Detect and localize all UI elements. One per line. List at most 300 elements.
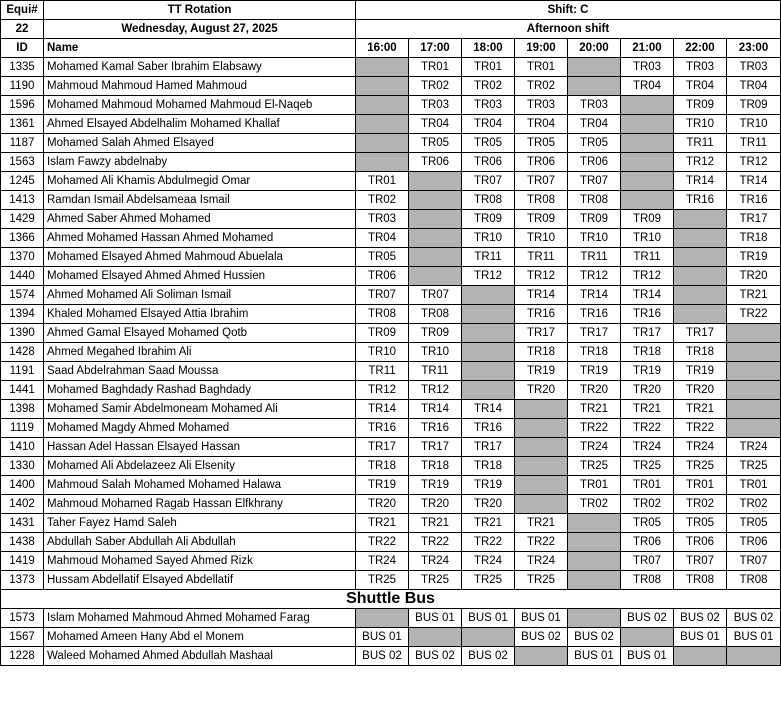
employee-id: 1366 [1,229,44,248]
off-slot [356,153,409,172]
employee-id: 1440 [1,267,44,286]
employee-name: Abdullah Saber Abdullah Ali Abdullah [44,533,356,552]
assignment-cell: BUS 01 [356,628,409,647]
assignment-cell: TR11 [515,248,568,267]
off-slot [568,552,621,571]
table-row [1,571,781,590]
off-slot [462,286,515,305]
off-slot [621,134,674,153]
assignment-cell: TR24 [515,552,568,571]
table-row [1,495,781,514]
assignment-cell: TR19 [462,476,515,495]
assignment-cell: TR10 [727,115,781,134]
header-row-1 [1,1,781,20]
assignment-cell: BUS 01 [409,609,462,628]
assignment-cell: TR21 [568,400,621,419]
assignment-cell: TR01 [621,476,674,495]
name-column-header: Name [44,39,356,58]
employee-id: 1390 [1,324,44,343]
assignment-cell: TR01 [674,476,727,495]
assignment-cell: TR20 [621,381,674,400]
assignment-cell: TR08 [621,571,674,590]
assignment-cell: TR04 [727,77,781,96]
hour-header: 20:00 [568,39,621,58]
assignment-cell: BUS 01 [727,628,781,647]
employee-name: Mohamed Baghdady Rashad Baghdady [44,381,356,400]
assignment-cell: TR09 [568,210,621,229]
assignment-cell: BUS 01 [568,647,621,666]
assignment-cell: TR11 [409,362,462,381]
employee-id: 1567 [1,628,44,647]
employee-name: Mohamed Elsayed Ahmed Ahmed Hussien [44,267,356,286]
assignment-cell: TR16 [568,305,621,324]
assignment-cell: TR02 [568,495,621,514]
assignment-cell: TR16 [515,305,568,324]
assignment-cell: TR25 [727,457,781,476]
assignment-cell: TR17 [409,438,462,457]
assignment-cell: TR21 [674,400,727,419]
assignment-cell: TR08 [462,191,515,210]
table-row [1,134,781,153]
shuttle-row [1,609,781,628]
employee-id: 1431 [1,514,44,533]
shift-label: Shift: C [356,1,781,20]
assignment-cell: TR07 [568,172,621,191]
employee-id: 1400 [1,476,44,495]
off-slot [515,400,568,419]
shuttle-bus-title: Shuttle Bus [1,590,781,609]
employee-name: Ahmed Gamal Elsayed Mohamed Qotb [44,324,356,343]
table-row [1,267,781,286]
employee-name: Taher Fayez Hamd Saleh [44,514,356,533]
assignment-cell: BUS 02 [356,647,409,666]
assignment-cell: TR24 [727,438,781,457]
assignment-cell: TR07 [674,552,727,571]
assignment-cell: TR17 [462,438,515,457]
off-slot [568,77,621,96]
assignment-cell: TR25 [515,571,568,590]
assignment-cell: TR02 [621,495,674,514]
employee-name: Mahmoud Mohamed Sayed Ahmed Rizk [44,552,356,571]
header-row-2 [1,20,781,39]
assignment-cell: TR22 [409,533,462,552]
employee-name: Saad Abdelrahman Saad Moussa [44,362,356,381]
off-slot [515,457,568,476]
assignment-cell: TR05 [674,514,727,533]
hour-header: 19:00 [515,39,568,58]
off-slot [727,647,781,666]
assignment-cell: TR12 [356,381,409,400]
employee-id: 1187 [1,134,44,153]
off-slot [515,647,568,666]
assignment-cell: TR17 [356,438,409,457]
assignment-cell: TR11 [727,134,781,153]
employee-name: Mohamed Salah Ahmed Elsayed [44,134,356,153]
assignment-cell: TR14 [462,400,515,419]
employee-name: Islam Fawzy abdelnaby [44,153,356,172]
off-slot [727,419,781,438]
employee-id: 1413 [1,191,44,210]
assignment-cell: TR11 [568,248,621,267]
assignment-cell: TR03 [462,96,515,115]
employee-name: Mohamed Samir Abdelmoneam Mohamed Ali [44,400,356,419]
assignment-cell: TR18 [621,343,674,362]
shuttle-row [1,628,781,647]
assignment-cell: TR21 [727,286,781,305]
assignment-cell: TR04 [356,229,409,248]
assignment-cell: TR05 [568,134,621,153]
employee-id: 1438 [1,533,44,552]
assignment-cell: TR14 [674,172,727,191]
assignment-cell: TR16 [727,191,781,210]
assignment-cell: TR18 [568,343,621,362]
assignment-cell: TR25 [674,457,727,476]
assignment-cell: TR11 [462,248,515,267]
employee-id: 1441 [1,381,44,400]
assignment-cell: TR14 [409,400,462,419]
off-slot [356,96,409,115]
assignment-cell: TR14 [727,172,781,191]
table-row [1,381,781,400]
assignment-cell: TR10 [674,115,727,134]
assignment-cell: TR04 [568,115,621,134]
assignment-cell: TR21 [515,514,568,533]
assignment-cell: TR21 [462,514,515,533]
off-slot [727,343,781,362]
employee-id: 1563 [1,153,44,172]
assignment-cell: TR19 [568,362,621,381]
header-row-3 [1,39,781,58]
employee-id: 1398 [1,400,44,419]
off-slot [568,571,621,590]
assignment-cell: TR07 [356,286,409,305]
hour-header: 21:00 [621,39,674,58]
assignment-cell: TR06 [727,533,781,552]
assignment-cell: TR01 [356,172,409,191]
assignment-cell: TR16 [674,191,727,210]
assignment-cell: TR03 [568,96,621,115]
off-slot [409,191,462,210]
assignment-cell: TR18 [409,457,462,476]
table-row [1,343,781,362]
assignment-cell: TR09 [674,96,727,115]
off-slot [462,381,515,400]
employee-name: Mahmoud Mahmoud Hamed Mahmoud [44,77,356,96]
table-row [1,438,781,457]
hour-header: 23:00 [727,39,781,58]
off-slot [674,210,727,229]
assignment-cell: TR20 [727,267,781,286]
assignment-cell: TR03 [621,58,674,77]
assignment-cell: TR19 [674,362,727,381]
employee-id: 1119 [1,419,44,438]
table-row [1,400,781,419]
assignment-cell: TR02 [727,495,781,514]
assignment-cell: TR20 [462,495,515,514]
assignment-cell: TR14 [621,286,674,305]
assignment-cell: TR02 [462,77,515,96]
assignment-cell: TR08 [674,571,727,590]
assignment-cell: TR12 [674,153,727,172]
off-slot [674,647,727,666]
off-slot [409,628,462,647]
assignment-cell: TR10 [462,229,515,248]
assignment-cell: TR20 [568,381,621,400]
assignment-cell: TR25 [356,571,409,590]
assignment-cell: TR01 [462,58,515,77]
table-row [1,476,781,495]
assignment-cell: TR24 [356,552,409,571]
assignment-cell: TR06 [568,153,621,172]
assignment-cell: BUS 01 [462,609,515,628]
assignment-cell: TR16 [409,419,462,438]
equi-count: 22 [1,20,44,39]
assignment-cell: BUS 02 [568,628,621,647]
off-slot [462,305,515,324]
assignment-cell: TR21 [409,514,462,533]
off-slot [515,438,568,457]
table-row [1,58,781,77]
assignment-cell: TR10 [621,229,674,248]
assignment-cell: TR05 [515,134,568,153]
assignment-cell: TR05 [621,514,674,533]
assignment-cell: TR12 [568,267,621,286]
off-slot [674,248,727,267]
off-slot [674,229,727,248]
table-row [1,514,781,533]
assignment-cell: TR17 [568,324,621,343]
equi-label: Equi# [1,1,44,20]
off-slot [515,419,568,438]
assignment-cell: BUS 02 [515,628,568,647]
assignment-cell: TR20 [515,381,568,400]
assignment-cell: TR10 [409,343,462,362]
assignment-cell: TR02 [409,77,462,96]
hour-header: 16:00 [356,39,409,58]
employee-name: Mohamed Ali Abdelazeez Ali Elsenity [44,457,356,476]
assignment-cell: BUS 02 [409,647,462,666]
assignment-cell: TR16 [356,419,409,438]
off-slot [409,210,462,229]
assignment-cell: TR19 [727,248,781,267]
assignment-cell: BUS 02 [674,609,727,628]
assignment-cell: TR11 [621,248,674,267]
assignment-cell: TR14 [515,286,568,305]
assignment-cell: TR19 [356,476,409,495]
employee-id: 1410 [1,438,44,457]
assignment-cell: BUS 02 [462,647,515,666]
off-slot [515,495,568,514]
assignment-cell: TR08 [727,571,781,590]
off-slot [356,609,409,628]
assignment-cell: TR12 [621,267,674,286]
assignment-cell: TR04 [621,77,674,96]
off-slot [674,286,727,305]
assignment-cell: TR10 [515,229,568,248]
assignment-cell: TR16 [462,419,515,438]
assignment-cell: TR22 [568,419,621,438]
assignment-cell: TR05 [409,134,462,153]
assignment-cell: BUS 02 [621,609,674,628]
table-row [1,248,781,267]
assignment-cell: TR06 [621,533,674,552]
table-row [1,305,781,324]
assignment-cell: TR01 [515,58,568,77]
assignment-cell: TR25 [621,457,674,476]
table-row [1,210,781,229]
table-row [1,533,781,552]
table-row [1,229,781,248]
assignment-cell: TR02 [356,191,409,210]
employee-name: Ahmed Mohamed Ali Soliman Ismail [44,286,356,305]
off-slot [621,153,674,172]
assignment-cell: TR07 [621,552,674,571]
employee-id: 1428 [1,343,44,362]
employee-id: 1191 [1,362,44,381]
table-row [1,96,781,115]
assignment-cell: TR22 [515,533,568,552]
table-row [1,419,781,438]
assignment-cell: TR24 [462,552,515,571]
off-slot [727,381,781,400]
off-slot [462,343,515,362]
employee-id: 1228 [1,647,44,666]
off-slot [462,628,515,647]
assignment-cell: TR08 [568,191,621,210]
date-cell: Wednesday, August 27, 2025 [44,20,356,39]
assignment-cell: TR11 [356,362,409,381]
employee-name: Ahmed Saber Ahmed Mohamed [44,210,356,229]
assignment-cell: TR03 [727,58,781,77]
assignment-cell: TR03 [674,58,727,77]
assignment-cell: TR24 [568,438,621,457]
off-slot [409,248,462,267]
table-row [1,457,781,476]
assignment-cell: TR25 [568,457,621,476]
employee-name: Islam Mohamed Mahmoud Ahmed Mohamed Farag [44,609,356,628]
assignment-cell: TR05 [462,134,515,153]
rotation-table-body [1,1,781,666]
assignment-cell: TR17 [674,324,727,343]
employee-id: 1394 [1,305,44,324]
employee-name: Mahmoud Salah Mohamed Mohamed Halawa [44,476,356,495]
assignment-cell: TR18 [674,343,727,362]
off-slot [674,305,727,324]
assignment-cell: TR22 [727,305,781,324]
assignment-cell: TR03 [356,210,409,229]
assignment-cell: TR02 [515,77,568,96]
employee-id: 1245 [1,172,44,191]
assignment-cell: TR21 [621,400,674,419]
assignment-cell: TR17 [515,324,568,343]
employee-id: 1370 [1,248,44,267]
assignment-cell: TR22 [356,533,409,552]
employee-name: Hussam Abdellatif Elsayed Abdellatif [44,571,356,590]
assignment-cell: TR25 [409,571,462,590]
assignment-cell: TR07 [727,552,781,571]
assignment-cell: TR14 [356,400,409,419]
employee-id: 1330 [1,457,44,476]
assignment-cell: TR04 [515,115,568,134]
off-slot [356,58,409,77]
employee-name: Mohamed Ali Khamis Abdulmegid Omar [44,172,356,191]
table-row [1,286,781,305]
off-slot [727,324,781,343]
assignment-cell: TR06 [515,153,568,172]
employee-name: Mohamed Ameen Hany Abd el Monem [44,628,356,647]
table-row [1,172,781,191]
assignment-cell: TR03 [515,96,568,115]
employee-id: 1419 [1,552,44,571]
assignment-cell: TR18 [727,229,781,248]
assignment-cell: TR10 [356,343,409,362]
hour-header: 18:00 [462,39,515,58]
rotation-title: TT Rotation [44,1,356,20]
assignment-cell: TR06 [462,153,515,172]
assignment-cell: TR12 [409,381,462,400]
off-slot [409,172,462,191]
assignment-cell: TR18 [462,457,515,476]
employee-name: Hassan Adel Hassan Elsayed Hassan [44,438,356,457]
assignment-cell: TR06 [409,153,462,172]
assignment-cell: TR22 [674,419,727,438]
assignment-cell: BUS 01 [674,628,727,647]
assignment-cell: TR19 [621,362,674,381]
assignment-cell: TR11 [674,134,727,153]
assignment-cell: TR09 [621,210,674,229]
id-column-header: ID [1,39,44,58]
employee-name: Mohamed Elsayed Ahmed Mahmoud Abuelala [44,248,356,267]
assignment-cell: TR03 [409,96,462,115]
off-slot [356,115,409,134]
assignment-cell: BUS 01 [621,647,674,666]
assignment-cell: TR12 [515,267,568,286]
assignment-cell: TR02 [674,495,727,514]
employee-id: 1429 [1,210,44,229]
off-slot [727,400,781,419]
employee-id: 1335 [1,58,44,77]
off-slot [674,267,727,286]
employee-id: 1596 [1,96,44,115]
employee-name: Mohamed Kamal Saber Ibrahim Elabsawy [44,58,356,77]
employee-name: Mohamed Magdy Ahmed Mohamed [44,419,356,438]
assignment-cell: TR24 [409,552,462,571]
assignment-cell: TR07 [515,172,568,191]
assignment-cell: TR01 [409,58,462,77]
assignment-cell: BUS 02 [727,609,781,628]
employee-name: Khaled Mohamed Elsayed Attia Ibrahim [44,305,356,324]
off-slot [727,362,781,381]
assignment-cell: TR05 [727,514,781,533]
off-slot [462,324,515,343]
off-slot [409,229,462,248]
employee-name: Ahmed Elsayed Abdelhalim Mohamed Khallaf [44,115,356,134]
assignment-cell: TR08 [409,305,462,324]
assignment-cell: TR19 [409,476,462,495]
assignment-cell: TR12 [462,267,515,286]
assignment-cell: TR20 [356,495,409,514]
hour-header: 22:00 [674,39,727,58]
assignment-cell: TR24 [674,438,727,457]
off-slot [356,77,409,96]
assignment-cell: TR04 [674,77,727,96]
shuttle-section-row [1,590,781,609]
assignment-cell: TR06 [356,267,409,286]
assignment-cell: TR22 [621,419,674,438]
assignment-cell: TR19 [515,362,568,381]
assignment-cell: TR22 [462,533,515,552]
hour-header: 17:00 [409,39,462,58]
